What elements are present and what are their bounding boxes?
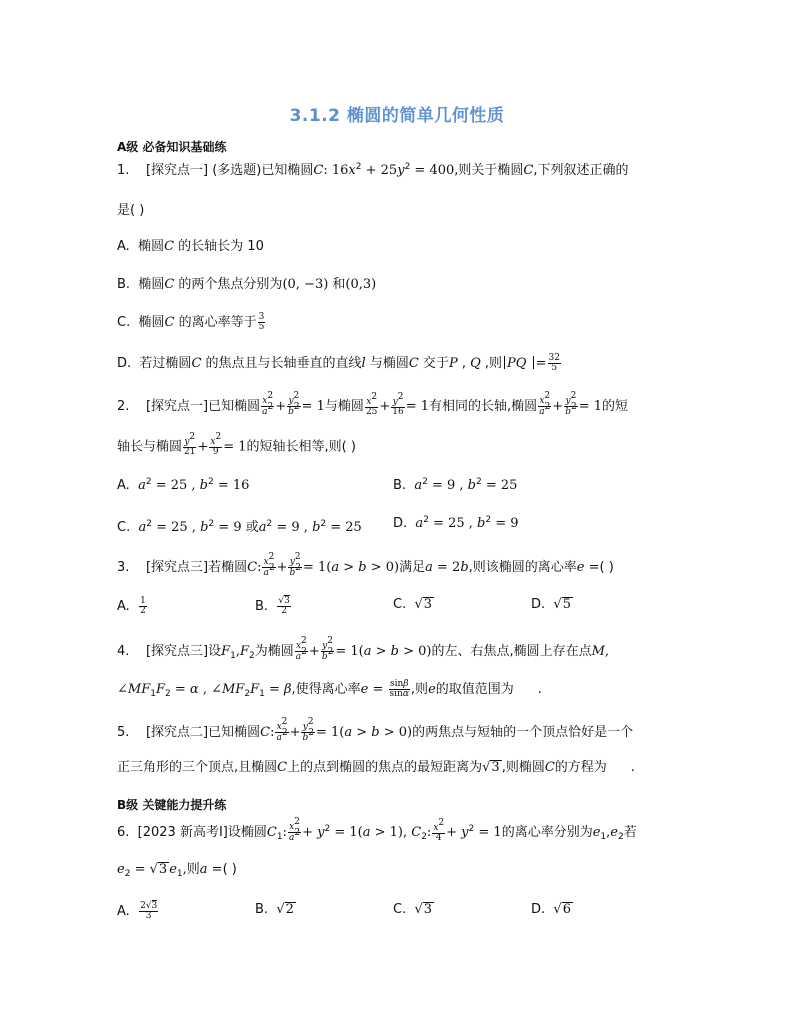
question-5-line-1: 5. [探究点二]已知椭圆C: $\frac{x^2}{a^2}$ + $\frac{y^2}{b^2}$ = 1(a > b > 0)的两焦点与短轴的一个顶点恰好是一个 xyxy=(117,717,634,743)
question-1-line-2: 是( ) xyxy=(117,203,145,218)
question-2-option-c[interactable]: C. $a^2 = 25$ , $b^2 = 9$ 或$a^2 = 9$ , $b^2 = 25$ xyxy=(117,519,362,535)
question-4-line-2: $\angle MF_1F_2 = \alpha$ , $\angle MF_2F_1 = \beta$,使得离心率e = $\frac{\sin\beta}{\sin\alpha}$ ,则e的取值范围为 . xyxy=(117,679,542,699)
question-1-option-b[interactable]: B. 椭圆C 的两个焦点分别为(0, −3) 和(0,3) xyxy=(117,277,377,292)
question-1-option-a[interactable]: A. 椭圆C 的长轴长为 10 xyxy=(117,239,264,254)
question-1-option-c[interactable]: C. 椭圆C 的离心率等于 $\frac{3}{5}$ xyxy=(117,312,265,332)
question-6-option-b[interactable]: B. √2 xyxy=(255,902,294,917)
question-3-option-b[interactable]: B. $\frac{√3}{2}$ xyxy=(255,596,290,616)
question-2-option-a[interactable]: A. $a^2 = 25$ , $b^2 = 16$ xyxy=(117,477,250,493)
question-4-line-1: 4. [探究点三]设$F_1,F_2$为椭圆 $\frac{x^2}{a^2}$ + $\frac{y^2}{b^2}$ = 1(a > b > 0)的左、右焦点,椭圆上存在点M, xyxy=(117,636,610,662)
question-1-option-d[interactable]: D. 若过椭圆C 的焦点且与长轴垂直的直线l 与椭圆C 交于P , Q ,则 PQ = $\frac{32}{5}$ xyxy=(117,353,560,373)
question-2-line-1: 2. [探究点一]已知椭圆 $\frac{x^2}{a^2}$ + $\frac{y^2}{b^2}$ = 1与椭圆 $\frac{x^2}{25}$ + $\frac{y^2}{16}$ = 1有相同的长轴,椭圆 $\frac{x^2}{a^2}$ + $\frac{y^2}{b^2}$ = 1的短 xyxy=(117,391,629,417)
question-6-line-2: $e_2 = √3$ $e_1$,则a =( ) xyxy=(117,862,237,879)
section-b-heading: B级 关键能力提升练 xyxy=(117,798,227,812)
section-a-heading: A级 必备知识基础练 xyxy=(117,140,227,154)
question-2-line-2: 轴长与椭圆 $\frac{y^2}{21}$ + $\frac{x^2}{9}$ = 1的短轴长相等,则( ) xyxy=(117,432,356,457)
question-3-option-c[interactable]: C. √3 xyxy=(393,597,433,612)
question-2-option-d[interactable]: D. $a^2 = 25$ , $b^2 = 9$ xyxy=(393,515,519,531)
question-5-line-2: 正三角形的三个顶点,且椭圆C上的点到椭圆的焦点的最短距离为√3 ,则椭圆C的方程为 . xyxy=(117,760,635,775)
question-2-option-b[interactable]: B. $a^2 = 9$ , $b^2 = 25$ xyxy=(393,477,518,493)
question-6-option-d[interactable]: D. √6 xyxy=(531,902,571,917)
question-3-option-d[interactable]: D. √5 xyxy=(531,597,571,612)
question-3-line-1: 3. [探究点三]若椭圆C: $\frac{x^2}{a^2}$ + $\frac{y^2}{b^2}$ = 1(a > b > 0)满足a = 2b,则该椭圆的离心率e =( ) xyxy=(117,552,614,578)
page-title: 3.1.2 椭圆的简单几何性质 xyxy=(289,106,505,126)
question-3-option-a[interactable]: A. $\frac{1}{2}$ xyxy=(117,596,146,616)
question-6-option-c[interactable]: C. √3 xyxy=(393,902,433,917)
question-1-line-1: 1. [探究点一] (多选题)已知椭圆C: $16x^2 + 25y^2 = 400$,则关于椭圆C,下列叙述正确的 xyxy=(117,162,629,178)
question-6-line-1: 6. [2023 新高考Ⅰ]设椭圆$C_1$: $\frac{x^2}{a^2}$ + $y^2 = 1(a > 1)$, $C_2$: $\frac{x^2}{4}$ + $y^2 = 1$的离心率分别为$e_1,e_2$若 xyxy=(117,817,637,843)
question-6-option-a[interactable]: A. $\frac{2√3}{3}$ xyxy=(117,901,158,921)
